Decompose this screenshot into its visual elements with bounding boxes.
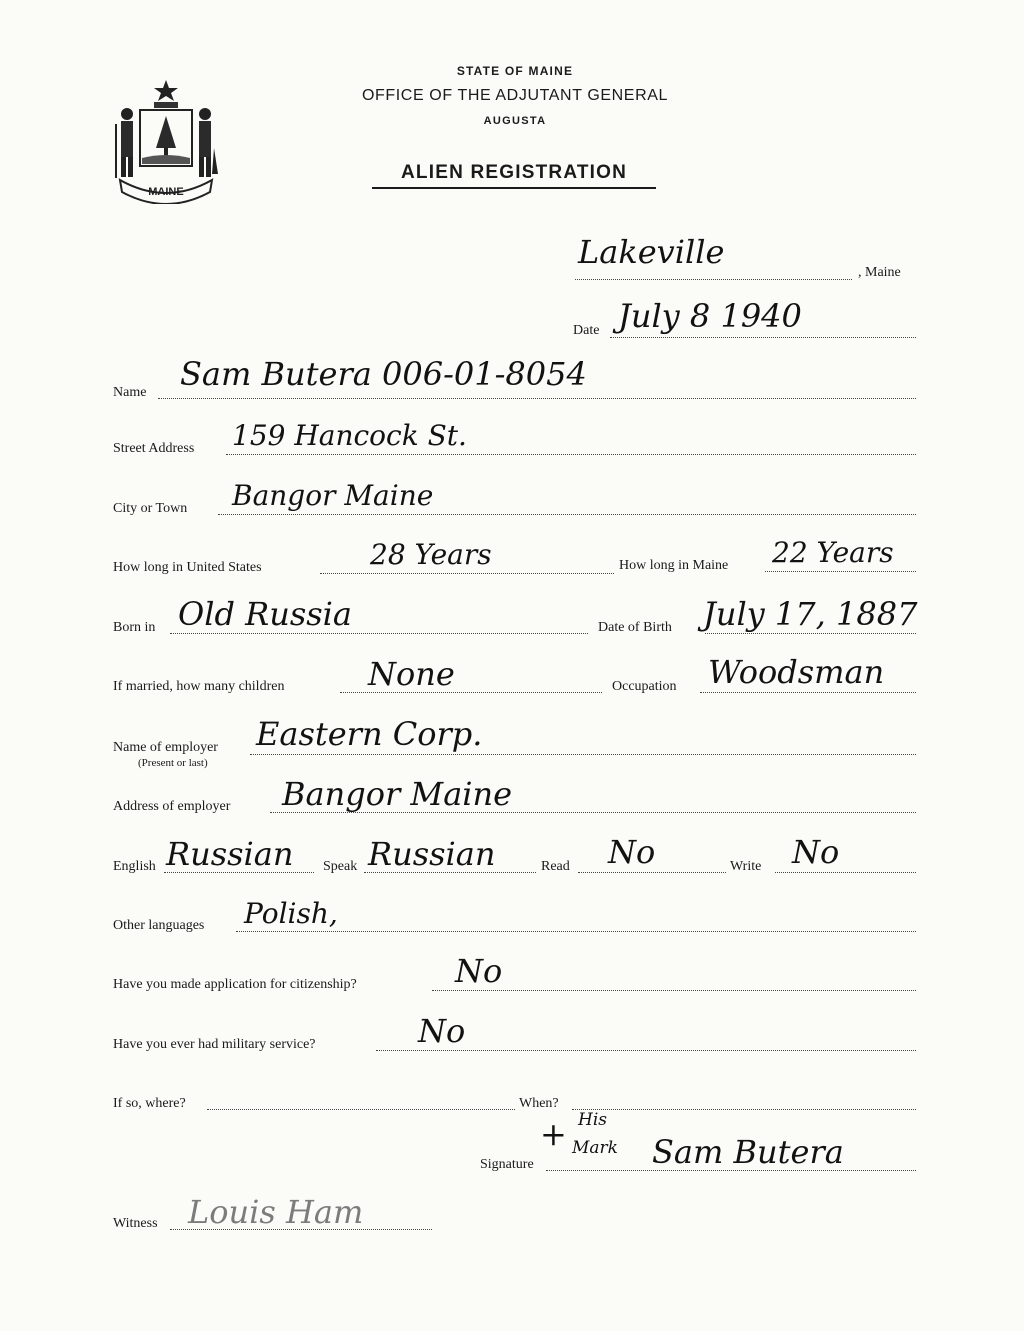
employer-label: Name of employer bbox=[113, 740, 218, 755]
military-label: Have you ever had military service? bbox=[113, 1037, 316, 1052]
english-label: English bbox=[113, 859, 156, 874]
name-line bbox=[158, 398, 916, 399]
date-of-birth-line bbox=[705, 633, 916, 634]
where-label: If so, where? bbox=[113, 1096, 186, 1111]
signature-mark-note-his: His bbox=[578, 1110, 607, 1130]
how-long-maine-label: How long in Maine bbox=[619, 558, 729, 573]
name-label: Name bbox=[113, 385, 147, 400]
when-label: When? bbox=[519, 1096, 559, 1111]
place-line bbox=[575, 279, 852, 280]
english-value: Russian bbox=[166, 835, 294, 873]
seal-banner-text: MAINE bbox=[148, 186, 184, 198]
how-long-us-line bbox=[320, 573, 614, 574]
other-languages-line bbox=[236, 931, 916, 932]
speak-value: Russian bbox=[368, 835, 496, 873]
write-value: No bbox=[792, 833, 840, 871]
how-long-us-value: 28 Years bbox=[370, 538, 492, 571]
read-value: No bbox=[608, 833, 656, 871]
born-in-value: Old Russia bbox=[178, 595, 352, 633]
date-value: July 8 1940 bbox=[618, 297, 802, 335]
other-languages-label: Other languages bbox=[113, 918, 205, 933]
speak-label: Speak bbox=[323, 859, 358, 874]
occupation-line bbox=[700, 692, 916, 693]
signature-mark: + bbox=[540, 1115, 567, 1153]
read-label: Read bbox=[541, 859, 570, 874]
other-languages-value: Polish, bbox=[244, 897, 338, 930]
citizenship-label: Have you made application for citizenship? bbox=[113, 977, 357, 992]
occupation-value: Woodsman bbox=[708, 653, 885, 691]
date-line bbox=[610, 337, 916, 338]
date-of-birth-label: Date of Birth bbox=[598, 620, 672, 635]
signature-mark-note-mark: Mark bbox=[572, 1138, 618, 1158]
employer-address-label: Address of employer bbox=[113, 799, 231, 814]
place-value: Lakeville bbox=[578, 233, 725, 271]
witness-label: Witness bbox=[113, 1216, 158, 1231]
where-line bbox=[207, 1109, 515, 1110]
citizenship-line bbox=[432, 990, 916, 991]
form-title: ALIEN REGISTRATION bbox=[372, 162, 656, 189]
maine-state-seal bbox=[110, 78, 222, 204]
military-line bbox=[376, 1050, 916, 1051]
children-value: None bbox=[368, 655, 455, 693]
occupation-label: Occupation bbox=[612, 679, 677, 694]
header-city: AUGUSTA bbox=[483, 115, 547, 127]
born-in-line bbox=[170, 633, 588, 634]
employer-sublabel: (Present or last) bbox=[138, 757, 208, 769]
when-line bbox=[572, 1109, 916, 1110]
employer-address-value: Bangor Maine bbox=[282, 775, 513, 813]
date-label: Date bbox=[573, 323, 600, 338]
write-label: Write bbox=[730, 859, 762, 874]
children-label: If married, how many children bbox=[113, 679, 285, 694]
street-line bbox=[226, 454, 916, 455]
city-label: City or Town bbox=[113, 501, 188, 516]
read-line bbox=[578, 872, 726, 873]
place-suffix: , Maine bbox=[858, 265, 901, 280]
name-value: Sam Butera 006-01-8054 bbox=[180, 355, 587, 393]
employer-value: Eastern Corp. bbox=[256, 715, 483, 753]
citizenship-value: No bbox=[455, 952, 503, 990]
write-line bbox=[775, 872, 916, 873]
signature-value: Sam Butera bbox=[652, 1133, 844, 1171]
city-line bbox=[218, 514, 916, 515]
born-in-label: Born in bbox=[113, 620, 156, 635]
header-state: STATE OF MAINE bbox=[456, 64, 574, 78]
witness-value: Louis Ham bbox=[188, 1193, 364, 1231]
street-value: 159 Hancock St. bbox=[232, 419, 467, 452]
how-long-maine-line bbox=[765, 571, 916, 572]
military-value: No bbox=[418, 1012, 466, 1050]
how-long-maine-value: 22 Years bbox=[772, 536, 894, 569]
city-value: Bangor Maine bbox=[232, 479, 434, 512]
header-office: OFFICE OF THE ADJUTANT GENERAL bbox=[361, 87, 669, 104]
employer-line bbox=[250, 754, 916, 755]
date-of-birth-value: July 17, 1887 bbox=[703, 595, 918, 633]
street-label: Street Address bbox=[113, 441, 195, 456]
how-long-us-label: How long in United States bbox=[113, 560, 262, 575]
signature-label: Signature bbox=[480, 1157, 534, 1172]
